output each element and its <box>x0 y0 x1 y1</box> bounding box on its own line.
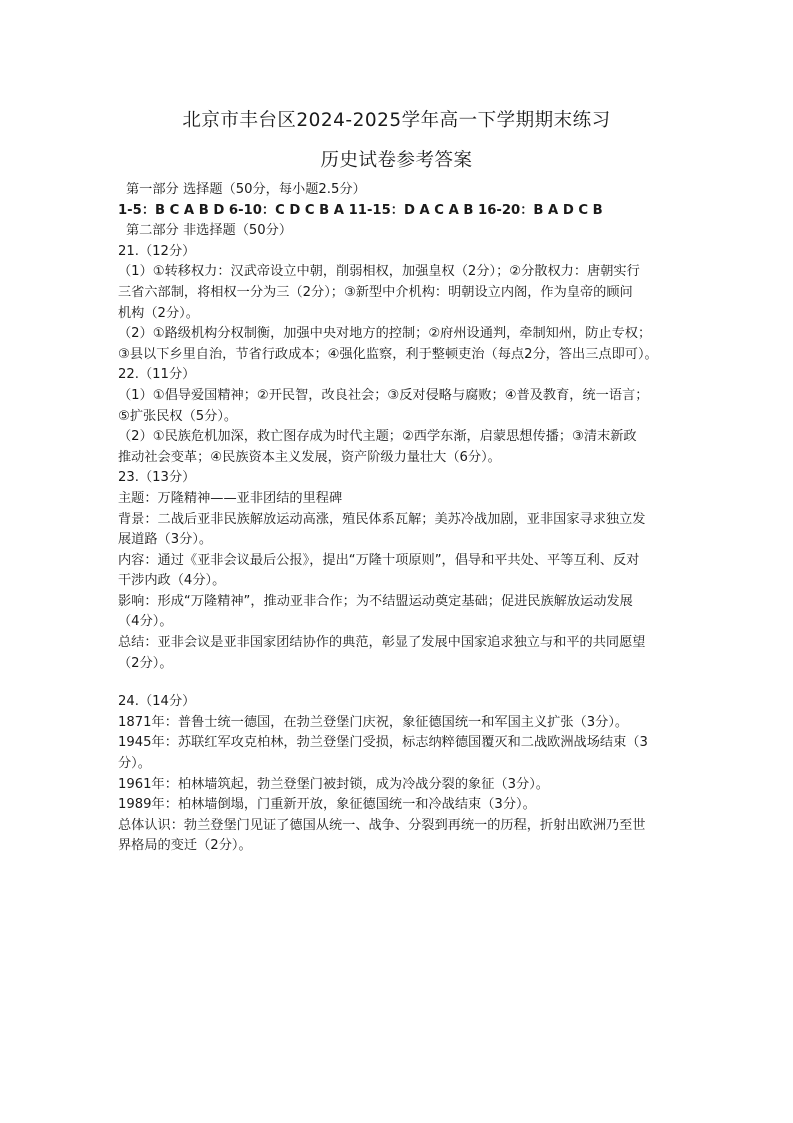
q21-line: ③县以下乡里自治，节省行政成本；④强化监察，利于整顿吏治（每点2分，答出三点即可）。 <box>118 346 658 362</box>
q22-heading: 22.（11分） <box>118 367 196 383</box>
document-subtitle: 历史试卷参考答案 <box>320 150 473 171</box>
q24-line: 1989年：柏林墙倒塌，门重新开放，象征德国统一和冷战结束（3分）。 <box>118 797 536 813</box>
q24-line: 1945年：苏联红军攻克柏林，勃兰登堡门受损，标志纳粹德国覆灭和二战欧洲战场结束（3 <box>118 735 648 751</box>
q24-line: 总体认识：勃兰登堡门见证了德国从统一、战争、分裂到再统一的历程，折射出欧洲乃至世 <box>118 817 646 833</box>
q23-line: （2分）。 <box>118 655 173 671</box>
q21-heading: 21.（12分） <box>118 243 196 259</box>
q23-line: （4分）。 <box>118 614 173 630</box>
q23-line: 内容：通过《亚非会议最后公报》，提出“万隆十项原则”，倡导和平共处、平等互利、反对 <box>118 552 640 568</box>
q22-line: （2）①民族危机加深，救亡图存成为时代主题；②西学东渐，启蒙思想传播；③清末新政 <box>118 429 637 445</box>
q21-line: （1）①转移权力：汉武帝设立中朝，削弱相权，加强皇权（2分）；②分散权力：唐朝实行 <box>118 264 640 280</box>
q23-heading: 23.（13分） <box>118 470 196 486</box>
q21-line: 机构（2分）。 <box>118 305 199 321</box>
q24-heading: 24.（14分） <box>118 694 196 710</box>
q24-line: 界格局的变迁（2分）。 <box>118 838 252 854</box>
part1-heading: 第一部分 选择题（50分，每小题2.5分） <box>126 182 366 197</box>
q22-line: ⑤扩张民权（5分）。 <box>118 408 238 424</box>
q22-line: 推动社会变革；④民族资本主义发展，资产阶级力量壮大（6分）。 <box>118 449 501 465</box>
q23-line: 总结：亚非会议是亚非国家团结协作的典范，彰显了发展中国家追求独立与和平的共同愿望 <box>118 635 646 651</box>
q23-line: 展道路（3分）。 <box>118 532 213 548</box>
section-spacer <box>118 674 678 692</box>
document-title: 北京市丰台区2024-2025学年高一下学期期末练习 <box>182 110 611 131</box>
q21-line: （2）①路级机构分权制衡，加强中央对地方的控制；②府州设通判，牵制知州，防止专权； <box>118 326 652 342</box>
q23-line: 背景：二战后亚非民族解放运动高涨，殖民体系瓦解；美苏冷战加剧，亚非国家寻求独立发 <box>118 511 646 527</box>
q22-line: （1）①倡导爱国精神；②开民智，改良社会；③反对侵略与腐败；④普及教育，统一语言； <box>118 387 649 403</box>
q24-line: 1961年：柏林墙筑起，勃兰登堡门被封锁，成为冷战分裂的象征（3分）。 <box>118 776 549 792</box>
q24-line: 1871年：普鲁士统一德国，在勃兰登堡门庆祝，象征德国统一和军国主义扩张（3分）。 <box>118 714 629 730</box>
q23-line: 影响：形成“万隆精神”，推动亚非合作；为不结盟运动奠定基础；促进民族解放运动发展 <box>118 593 633 609</box>
part2-heading: 第二部分 非选择题（50分） <box>126 223 293 239</box>
answer-content <box>118 180 678 857</box>
q23-line: 干涉内政（4分）。 <box>118 573 226 589</box>
part1-answers: 1-5：B C A B D 6-10：C D C B A 11-15：D A C A B 16-20：B A D C B <box>118 202 603 218</box>
q24-line: 分）。 <box>118 756 151 772</box>
q21-line: 三省六部制，将相权一分为三（2分）；③新型中介机构：明朝设立内阁，作为皇帝的顾问 <box>118 284 633 300</box>
q23-line: 主题：万隆精神——亚非团结的里程碑 <box>118 490 343 506</box>
